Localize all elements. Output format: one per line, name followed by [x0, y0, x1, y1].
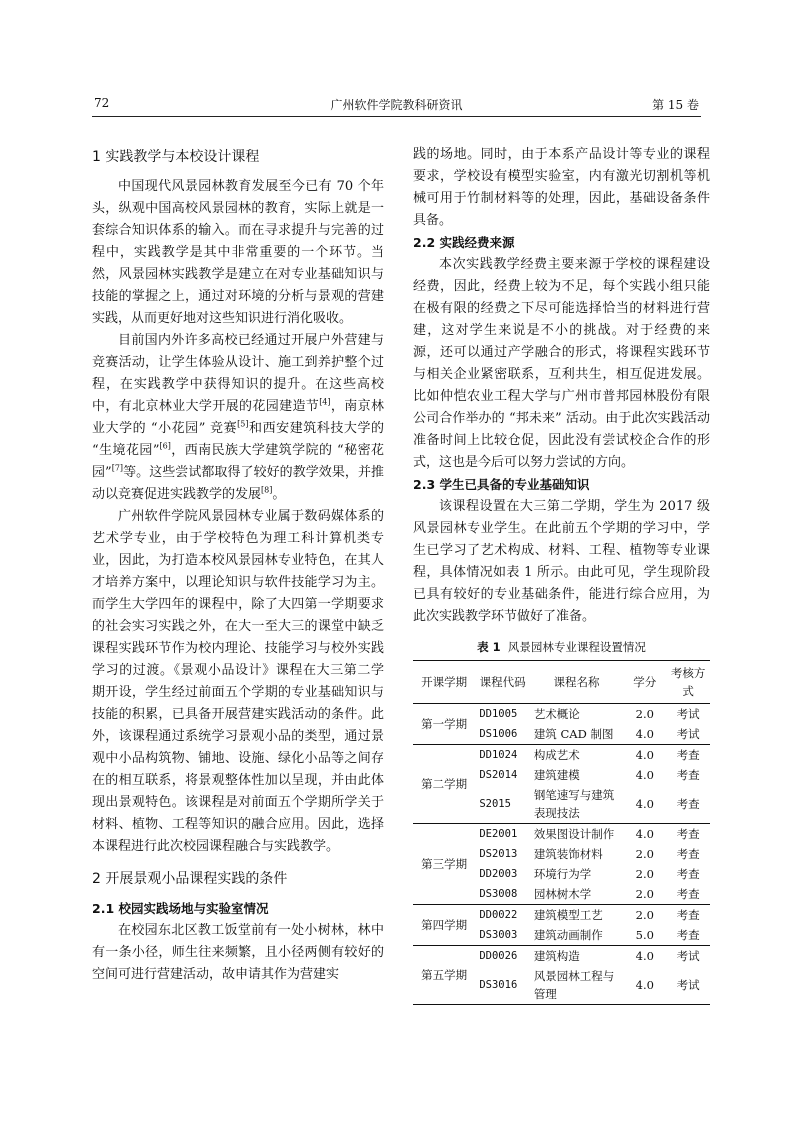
header-credit: 学分: [623, 661, 666, 704]
header-code: 课程代码: [475, 661, 529, 704]
cell-exam: 考查: [676, 768, 700, 782]
citation-5: [5]: [237, 419, 249, 429]
table-row: [413, 704, 710, 725]
subsection-2-2-heading: 2.2 实践经费来源: [413, 235, 515, 250]
text-run: ，西南民族大学建筑学院的 “秘密花园”: [92, 443, 385, 480]
cell-name: 园林树木学: [533, 887, 592, 901]
citation-7: [7]: [111, 463, 124, 473]
table-row: [413, 905, 710, 926]
cell-credit: 5.0: [635, 928, 654, 942]
cell-code: DS2013: [479, 848, 518, 860]
cell-exam: 考试: [666, 966, 710, 1005]
text-run: 等。这些尝试都取得了较好的教学效果，并推动以竞赛促进实践教学的发展: [92, 465, 384, 502]
section-1-paragraph-1: 中国现代风景园林教育发展至今已有 70 个年头，纵观中国高校风景园林的教育，实际上就是一套综合知识体系的输入。而在寻求提升与完善的过程中，实践教学是其中非常重要的一个环节。当然，风景园林实践教学是建立在对专业基础知识与技能的掌握之上，通过对环境的分析与景观的营建实践，从而更好地对这些知识进行消化吸收。: [92, 179, 384, 326]
cell-code: DD2003: [479, 868, 518, 880]
cell-exam: 考查: [676, 928, 700, 942]
cell-name: 建筑模型工艺: [530, 905, 623, 926]
subsection-2-1-paragraph-continued: 践的场地。同时，由于本系产品设计等专业的课程要求，学校设有模型实验室，内有激光切割机等机械可用于竹制材料等的处理，因此，基础设备条件具备。: [413, 147, 710, 228]
cell-name: 建筑构造: [530, 946, 623, 967]
text-run: ，南京林业大学的 “小花园” 竞赛: [92, 399, 384, 436]
citation-6: [6]: [159, 441, 171, 451]
cell-exam: 考查: [666, 824, 710, 845]
citation-4: [4]: [319, 397, 331, 407]
cell-code: DS3003: [479, 929, 518, 941]
subsection-2-1-heading: 2.1 校园实践场地与实验室情况: [92, 901, 269, 916]
cell-semester: 第五学期: [413, 946, 475, 1005]
cell-name: 风景园林工程与管理: [530, 966, 623, 1005]
cell-name: 构成艺术: [530, 745, 623, 766]
text-run: 。: [272, 487, 286, 502]
cell-exam: 考试: [676, 727, 700, 741]
running-header: [92, 94, 701, 117]
cell-code: DD1024: [475, 745, 529, 766]
cell-credit: 2.0: [635, 867, 654, 881]
subsection-2-1-paragraph: 在校园东北区教工饭堂前有一处小树林，林中有一条小径，师生往来频繁，且小径两侧有较好的空间可进行营建活动，故申请其作为营建实: [92, 923, 384, 982]
cell-credit: 4.0: [623, 946, 666, 967]
cell-name: 建筑装饰材料: [533, 847, 603, 861]
table-body: [413, 704, 710, 1005]
journal-title: 广州软件学院教科研资讯: [330, 98, 463, 112]
cell-credit: 4.0: [635, 727, 654, 741]
header-name: 课程名称: [530, 661, 623, 704]
subsection-2-2-paragraph: 本次实践教学经费主要来源于学校的课程建设经费，因此，经费上较为不足，每个实践小组只能在极有限的经费之下尽可能选择恰当的材料进行营建，这对学生来说是不小的挑战。对于经费的来源，还可以通过产学融合的形式，将课程实践环节与相关企业紧密联系，互利共生，相互促进发展。比如仲恺农业工程大学与广州市普邦园林股份有限公司合作举办的 “邦未来” 活动。由于此次实践活动准备时间上比较仓促，因此没有尝试校企合作的形式，这也是今后可以努力尝试的方向。: [413, 257, 710, 470]
cell-semester: 第一学期: [413, 704, 475, 745]
cell-credit: 4.0: [623, 966, 666, 1005]
cell-credit: 2.0: [635, 707, 654, 721]
cell-semester: 第二学期: [413, 745, 475, 824]
cell-credit: 4.0: [623, 824, 666, 845]
cell-code: DS1006: [479, 728, 518, 740]
cell-name: 建筑动画制作: [533, 928, 603, 942]
page-number: 72: [94, 96, 110, 110]
cell-code: DS3016: [475, 966, 529, 1005]
cell-exam: 考查: [676, 867, 700, 881]
cell-code: DS2014: [479, 769, 518, 781]
cell-name: 艺术概论: [533, 707, 580, 721]
cell-credit: 2.0: [635, 887, 654, 901]
cell-name: 建筑建模: [533, 768, 580, 782]
course-table: [413, 660, 710, 1005]
table-caption: [413, 638, 710, 656]
cell-exam: 考试: [676, 707, 700, 721]
section-2-heading: 2 开展景观小品课程实践的条件: [92, 871, 288, 887]
section-1-paragraph-3: 广州软件学院风景园林专业属于数码媒体系的艺术学专业，由于学校特色为理工科计算机类专业，因此，为打造本校风景园林专业特色，在其人才培养方案中，以理论知识与软件技能学习为主。而学生大学四年的课程中，除了大四第一学期要求的社会实习实践之外，在大一至大三的课堂中缺乏课程实践环节作为校内理论、技能学习与校外实践学习的过渡。《景观小品设计》课程在大三第二学期开设，学生经过前面五个学期的专业基础知识与技能的积累，已具备开展营建实践活动的条件。此外，该课程通过系统学习景观小品的类型，通过景观中小品构筑物、铺地、设施、绿化小品等之间存在的相互联系，将景观整体性加以呈现，并由此体现出景观特色。该课程是对前面五个学期所学关于材料、植物、工程等知识的融合应用。因此，选择本课程进行此次校园课程融合与实践教学。: [92, 509, 384, 854]
right-column: [413, 144, 710, 1005]
cell-credit: 2.0: [635, 847, 654, 861]
cell-code: DD0026: [475, 946, 529, 967]
cell-credit: 4.0: [635, 797, 654, 811]
cell-code: DE2001: [475, 824, 529, 845]
text-run: 目前国内外许多高校已经通过开展户外营建与竞赛活动，让学生体验从设计、施工到养护整个过程，在实践教学中获得知识的提升。在这些高校中，有北京林业大学开展的花园建造节: [92, 333, 384, 414]
text-run: 和西安建筑科技大学的 “生境花园”: [92, 421, 384, 458]
cell-name: 建筑 CAD 制图: [533, 727, 614, 741]
table-row: [413, 745, 710, 766]
left-column: [92, 140, 384, 986]
table-header-row: [413, 661, 710, 704]
cell-name: 环境行为学: [533, 867, 592, 881]
cell-credit: 4.0: [635, 768, 654, 782]
header-semester: 开课学期: [413, 661, 475, 704]
table-caption-text: 风景园林专业课程设置情况: [507, 640, 646, 654]
cell-name: 效果图设计制作: [530, 824, 623, 845]
cell-semester: 第三学期: [413, 824, 475, 905]
cell-exam: 考查: [676, 797, 700, 811]
cell-credit: 4.0: [623, 745, 666, 766]
subsection-2-3-heading: 2.3 学生已具备的专业基础知识: [413, 477, 590, 492]
cell-exam: 考查: [666, 745, 710, 766]
cell-code: DS3008: [479, 888, 518, 900]
cell-code: DD1005: [479, 708, 518, 720]
cell-exam: 考查: [666, 905, 710, 926]
cell-exam: 考查: [676, 847, 700, 861]
header-exam: 考核方式: [666, 661, 710, 704]
section-1-paragraph-2: [92, 330, 384, 506]
cell-code: DD0022: [475, 905, 529, 926]
table-caption-number: 表 1: [477, 640, 501, 654]
cell-code: S2015: [479, 798, 511, 810]
table-row: [413, 824, 710, 845]
volume-label: 第 15 卷: [652, 98, 699, 112]
cell-exam: 考试: [666, 946, 710, 967]
section-1-heading: 1 实践教学与本校设计课程: [92, 149, 260, 165]
cell-name: 钢笔速写与建筑表现技法: [533, 788, 615, 820]
cell-semester: 第四学期: [413, 905, 475, 946]
cell-credit: 2.0: [623, 905, 666, 926]
cell-exam: 考查: [676, 887, 700, 901]
subsection-2-3-paragraph: 该课程设置在大三第二学期，学生为 2017 级风景园林专业学生。在此前五个学期的学习中，学生已学习了艺术构成、材料、工程、植物等专业课程，具体情况如表 1 所示。由此可见，学生现阶段已具有较好的专业基础条件，能进行综合应用，为此次实践教学环节做好了准备。: [413, 499, 710, 624]
table-row: [413, 946, 710, 967]
citation-8: [8]: [261, 485, 273, 495]
